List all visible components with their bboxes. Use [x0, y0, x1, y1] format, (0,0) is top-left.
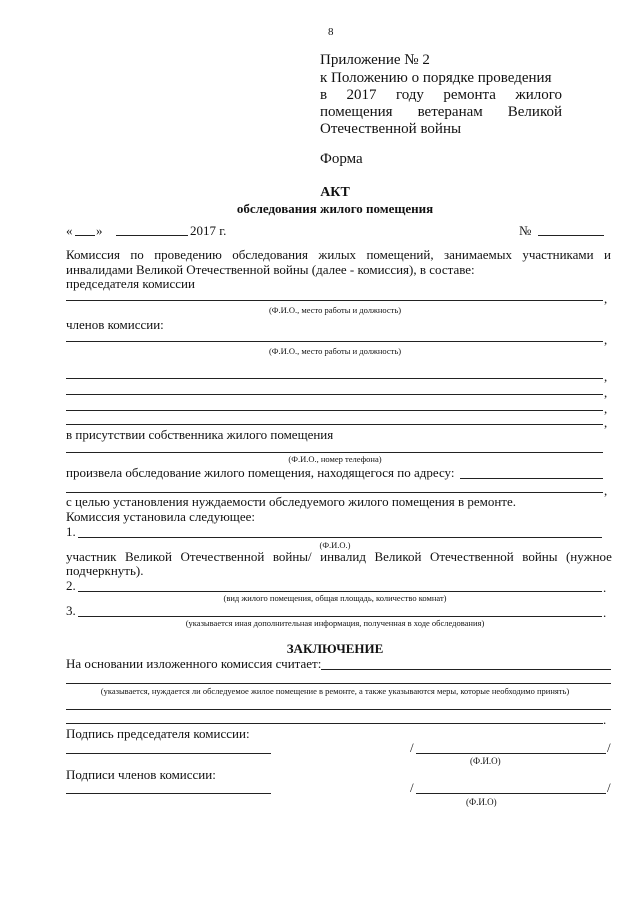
- conclusion-field-3[interactable]: [66, 709, 611, 710]
- slash: /: [410, 780, 414, 795]
- act-title: АКТ: [320, 185, 350, 200]
- appendix-word: ремонта: [443, 87, 496, 103]
- chairman-name-field[interactable]: [416, 753, 606, 754]
- address-field-2[interactable]: [66, 492, 603, 493]
- commission-text-2: инвалидами Великой Отечественной войны (далее - комиссия), в составе:: [66, 262, 475, 277]
- appendix-word: помещения: [320, 104, 393, 120]
- comma: ,: [604, 401, 608, 416]
- appendix-word: Великой: [507, 104, 562, 120]
- caption-fio-work: (Ф.И.О., место работы и должность): [268, 305, 402, 315]
- date-open-quote: «: [66, 223, 73, 238]
- participant-word: Отечественной: [429, 549, 514, 564]
- participant-word: (нужное: [565, 549, 612, 564]
- participant-word: Отечественной: [180, 549, 265, 564]
- members-signature-label: Подписи членов комиссии:: [66, 767, 216, 782]
- appendix-word: году: [395, 87, 424, 103]
- page-number: 8: [328, 26, 334, 38]
- comma: ,: [604, 385, 608, 400]
- day-field[interactable]: [75, 235, 95, 236]
- slash: /: [410, 740, 414, 755]
- conclusion-field-4[interactable]: [66, 723, 603, 724]
- chairman-field[interactable]: [66, 300, 603, 301]
- comma: ,: [604, 291, 608, 306]
- inspection-text: произвела обследование жилого помещения, находящегося по адресу:: [66, 465, 455, 480]
- participant-text: [66, 549, 612, 565]
- date-close-quote: »: [96, 223, 103, 238]
- caption-fio-sig: (Ф.И.О): [470, 756, 501, 766]
- member-name-field[interactable]: [416, 793, 606, 794]
- caption-fio-phone: (Ф.И.О., номер телефона): [288, 454, 382, 464]
- item-3-field[interactable]: [78, 616, 602, 617]
- period: .: [603, 605, 607, 620]
- commission-text-1: Комиссия по проведению обследования жилых помещений, занимаемых участниками и: [66, 247, 611, 262]
- participant-word: Великой: [125, 549, 172, 564]
- address-field-1[interactable]: [460, 478, 603, 479]
- members-label: членов комиссии:: [66, 317, 164, 332]
- slash: /: [607, 780, 611, 795]
- appendix-line-2: [320, 87, 562, 104]
- participant-word: войны/: [272, 549, 312, 564]
- chairman-label: председателя комиссии: [66, 276, 195, 291]
- appendix-word: в: [320, 87, 328, 103]
- comma: ,: [604, 483, 608, 498]
- comma: ,: [604, 369, 608, 384]
- member-field-4[interactable]: [66, 410, 603, 411]
- month-field[interactable]: [116, 235, 188, 236]
- conclusion-text: На основании изложенного комиссия считает:: [66, 656, 322, 671]
- caption-conclusion: (указывается, нуждается ли обследуемое жилое помещение в ремонте, а также указываются меры, которые необходимо принять): [100, 686, 570, 696]
- comma: ,: [604, 332, 608, 347]
- participant-text-2: подчеркнуть).: [66, 563, 144, 578]
- appendix-line-4: Отечественной войны: [320, 121, 462, 137]
- comma: ,: [604, 415, 608, 430]
- purpose-text: с целью установления нуждаемости обследуемого жилого помещения в ремонте.: [66, 494, 516, 509]
- item-2-field[interactable]: [78, 591, 602, 592]
- item-2-number: 2.: [66, 578, 76, 593]
- form-label: Форма: [320, 151, 363, 167]
- owner-field[interactable]: [66, 452, 603, 453]
- item-1-field[interactable]: [78, 537, 602, 538]
- member-field-3[interactable]: [66, 394, 603, 395]
- caption-additional: (указывается иная дополнительная информация, полученная в ходе обследования): [185, 618, 485, 628]
- participant-word: инвалид: [320, 549, 366, 564]
- presence-label: в присутствии собственника жилого помещения: [66, 427, 334, 442]
- number-sign: №: [519, 223, 532, 238]
- item-1-number: 1.: [66, 524, 76, 539]
- member-signature-field[interactable]: [66, 793, 271, 794]
- appendix-line-3: [320, 104, 562, 121]
- member-field-5[interactable]: [66, 424, 603, 425]
- appendix-word: 2017: [346, 87, 377, 103]
- caption-fio-work-2: (Ф.И.О., место работы и должность): [268, 346, 402, 356]
- conclusion-field-2[interactable]: [66, 683, 611, 684]
- chairman-signature-label: Подпись председателя комиссии:: [66, 726, 250, 741]
- appendix-word: ветеранам: [417, 104, 483, 120]
- chairman-signature-field[interactable]: [66, 753, 271, 754]
- participant-word: участник: [66, 549, 117, 564]
- conclusion-field-1[interactable]: [321, 669, 611, 670]
- member-field-1[interactable]: [66, 341, 603, 342]
- participant-word: Великой: [374, 549, 422, 564]
- established-text: Комиссия установила следующее:: [66, 509, 255, 524]
- item-3-number: 3.: [66, 603, 76, 618]
- period: .: [603, 580, 607, 595]
- act-subtitle: обследования жилого помещения: [236, 201, 434, 216]
- slash: /: [607, 740, 611, 755]
- appendix-line-1: к Положению о порядке проведения: [320, 70, 552, 86]
- caption-fio: (Ф.И.О.): [319, 540, 351, 550]
- conclusion-title: ЗАКЛЮЧЕНИЕ: [286, 641, 384, 656]
- act-number-field[interactable]: [538, 235, 604, 236]
- participant-word: войны: [522, 549, 558, 564]
- period: .: [603, 712, 607, 727]
- caption-fio-sig-2: (Ф.И.О): [466, 797, 497, 807]
- appendix-word: жилого: [515, 87, 562, 103]
- appendix-title: Приложение № 2: [320, 52, 430, 68]
- member-field-2[interactable]: [66, 378, 603, 379]
- caption-housing: (вид жилого помещения, общая площадь, количество комнат): [223, 593, 447, 603]
- date-year: 2017 г.: [190, 223, 227, 238]
